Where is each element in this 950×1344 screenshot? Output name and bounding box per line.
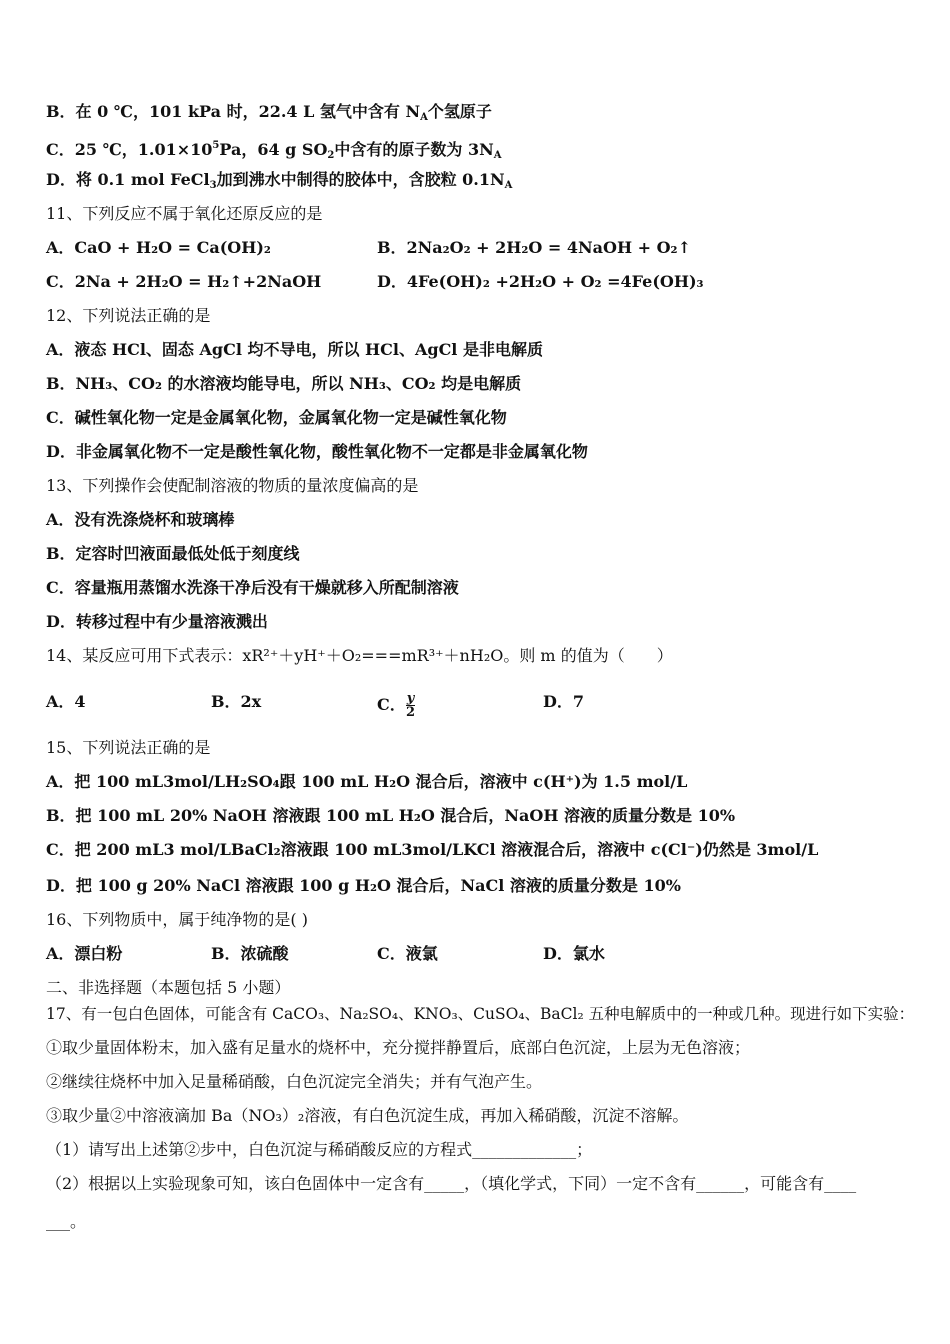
q10-option-c-sub2: A (493, 150, 502, 161)
q12-option-c: C．碱性氧化物一定是金属氧化物，金属氧化物一定是碱性氧化物 (46, 408, 507, 427)
q10-option-b-tail: 个氢原子 (427, 102, 492, 121)
q17-step-1: ①取少量固体粉末，加入盛有足量水的烧杯中，充分搅拌静置后，底部白色沉淀，上层为无色溶液； (46, 1038, 751, 1057)
q17-part-1: （1）请写出上述第②步中，白色沉淀与稀硝酸反应的方程式_____________； (46, 1140, 593, 1159)
q10-option-c-sup: 5 (212, 140, 220, 151)
q10-option-c-text: C．25 ℃，1.01×10 (46, 140, 213, 159)
q14-option-a: A．4 (46, 692, 86, 711)
q10-option-c-tail: 中含有的原子数为 3N (334, 140, 494, 159)
q16-option-a: A．漂白粉 (46, 944, 123, 963)
q12-option-b: B．NH₃、CO₂ 的水溶液均能导电，所以 NH₃、CO₂ 均是电解质 (46, 374, 522, 393)
q13-stem: 13、下列操作会使配制溶液的物质的量浓度偏高的是 (46, 476, 419, 495)
q10-option-c (46, 136, 502, 166)
q10-option-b-text: B．在 0 ℃，101 kPa 时，22.4 L 氢气中含有 N (46, 102, 421, 121)
q14-option-b: B．2x (211, 692, 262, 711)
q14-fraction-denominator: 2 (406, 705, 416, 720)
q16-stem: 16、下列物质中，属于纯净物的是( ) (46, 910, 308, 929)
q15-option-d: D．把 100 g 20% NaCl 溶液跟 100 g H₂O 混合后，NaCl 溶液的质量分数是 10% (46, 876, 681, 895)
q15-option-c: C．把 200 mL3 mol/LBaCl₂溶液跟 100 mL3mol/LKCl 溶液混合后，溶液中 c(Cl⁻)仍然是 3mol/L (46, 840, 819, 859)
q10-option-d-sub2: A (504, 180, 513, 191)
q11-option-c: C．2Na + 2H₂O = H₂↑+2NaOH (46, 272, 322, 291)
q11-option-a: A．CaO + H₂O = Ca(OH)₂ (46, 238, 271, 257)
q13-option-b: B．定容时凹液面最低处低于刻度线 (46, 544, 300, 563)
q16-option-d: D．氯水 (543, 944, 605, 963)
q17-stem: 17、有一包白色固体，可能含有 CaCO₃、Na₂SO₄、KNO₃、CuSO₄、BaCl₂ 五种电解质中的一种或几种。现进行如下实验： (46, 1005, 915, 1023)
q12-option-a: A．液态 HCl、固态 AgCl 均不导电，所以 HCl、AgCl 是非电解质 (46, 340, 543, 359)
section-heading: 二、非选择题（本题包括 5 小题） (46, 978, 291, 997)
q11-stem: 11、下列反应不属于氧化还原反应的是 (46, 204, 323, 223)
q13-option-a: A．没有洗涤烧杯和玻璃棒 (46, 510, 235, 529)
q17-step-3: ③取少量②中溶液滴加 Ba（NO₃）₂溶液，有白色沉淀生成，再加入稀硝酸，沉淀不溶解。 (46, 1106, 689, 1125)
q12-option-d: D．非金属氧化物不一定是酸性氧化物，酸性氧化物不一定都是非金属氧化物 (46, 442, 588, 461)
q10-option-d-mid: 加到沸水中制得的胶体中，含胶粒 0.1N (216, 170, 505, 189)
q15-option-b: B．把 100 mL 20% NaOH 溶液跟 100 mL H₂O 混合后，NaOH 溶液的质量分数是 10% (46, 806, 736, 825)
q14-option-c (377, 692, 415, 719)
q12-stem: 12、下列说法正确的是 (46, 306, 211, 325)
q10-option-b (46, 102, 492, 128)
q11-option-b: B．2Na₂O₂ + 2H₂O = 4NaOH + O₂↑ (377, 238, 691, 257)
q16-option-c: C．液氯 (377, 944, 438, 963)
q17-step-2: ②继续往烧杯中加入足量稀硝酸，白色沉淀完全消失；并有气泡产生。 (46, 1072, 543, 1091)
q13-option-d: D．转移过程中有少量溶液溅出 (46, 612, 268, 631)
q10-option-d-text: D．将 0.1 mol FeCl (46, 170, 210, 189)
q15-option-a: A．把 100 mL3mol/LH₂SO₄跟 100 mL H₂O 混合后，溶液中 c(H⁺)为 1.5 mol/L (46, 772, 688, 791)
q16-option-b: B．浓硫酸 (211, 944, 289, 963)
q17-part-2-tail: ___。 (46, 1212, 87, 1231)
q10-option-c-sub: 2 (327, 150, 335, 161)
q10-option-c-mid: Pa，64 g SO (219, 140, 328, 159)
q14-option-d: D．7 (543, 692, 585, 711)
q13-option-c: C．容量瓶用蒸馏水洗涤干净后没有干燥就移入所配制溶液 (46, 578, 459, 597)
q14-stem: 14、某反应可用下式表示：xR²⁺＋yH⁺＋O₂===mR³⁺＋nH₂O。则 m 的值为（ ） (46, 646, 673, 665)
q14-option-c-fraction (406, 692, 416, 719)
q17-part-2: （2）根据以上实验现象可知，该白色固体中一定含有_____，（填化学式，下同）一定不含有______，可能含有____ (46, 1174, 857, 1193)
q15-stem: 15、下列说法正确的是 (46, 738, 211, 757)
q14-option-c-label: C． (377, 695, 406, 714)
q10-option-d-sub: 3 (209, 180, 217, 191)
q10-option-d (46, 170, 512, 196)
q14-fraction-numerator: y (406, 691, 415, 706)
q10-option-b-sub: A (420, 112, 428, 123)
q11-option-d: D．4Fe(OH)₂ +2H₂O + O₂ =4Fe(OH)₃ (377, 272, 704, 291)
